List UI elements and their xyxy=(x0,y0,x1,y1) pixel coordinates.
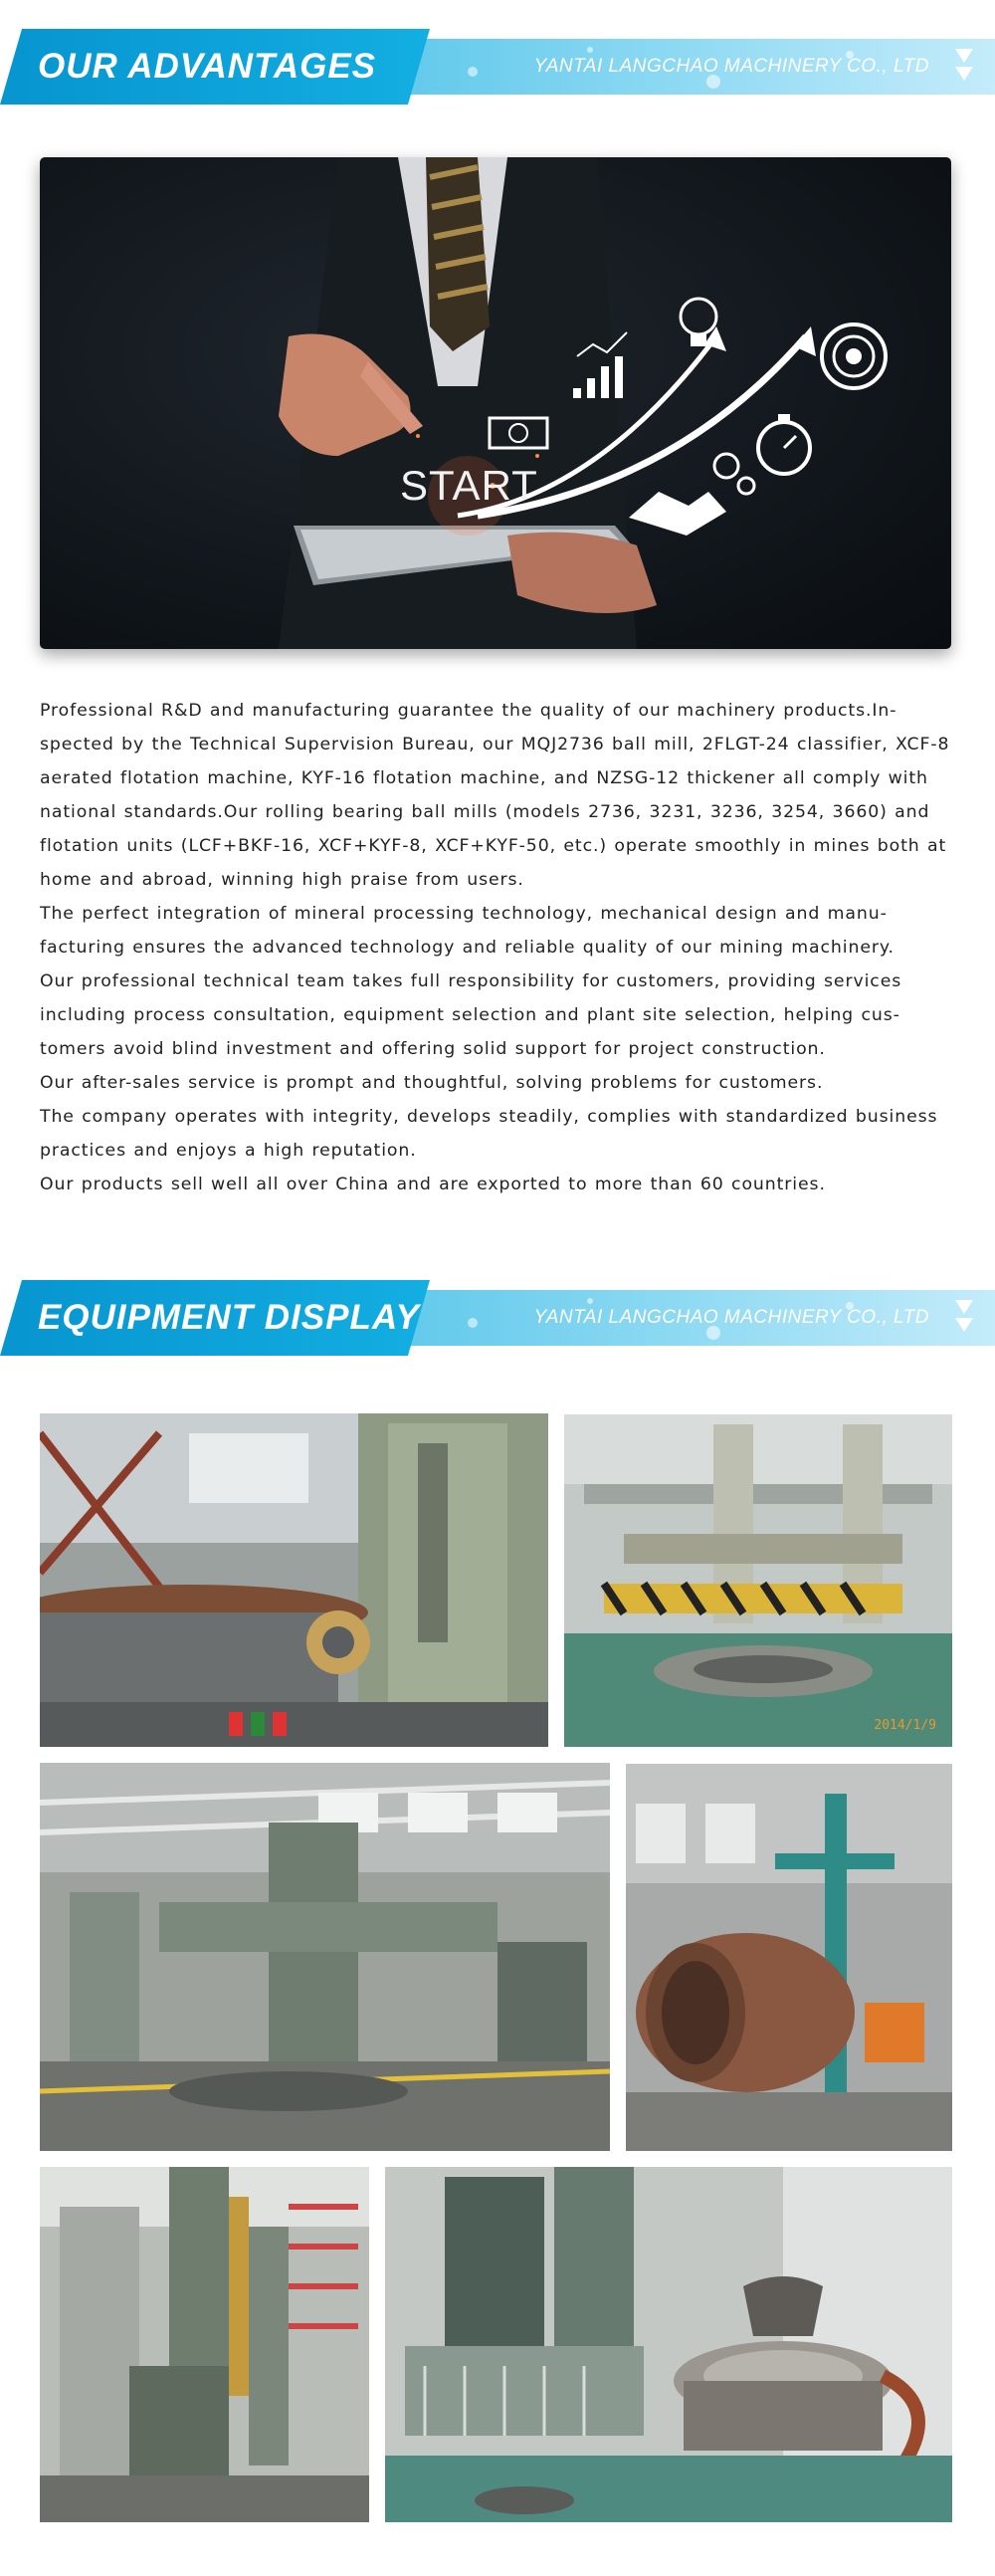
advantages-paragraph-6: Our products sell well all over China and are exported to more than 60 countries. xyxy=(40,1175,826,1194)
equipment-photo-rotary-drum xyxy=(626,1764,952,2151)
advantages-paragraph-3: Our professional technical team takes full responsibility for customers, providing services including process consultation, equipment selection and plant site selection, helping customers avoid blind investment and offering solid support for project construction. xyxy=(40,971,902,1059)
equipment-photo-gear-lathe xyxy=(40,1413,548,1747)
equipment-photo-machine-column xyxy=(40,2167,369,2522)
gears-icon xyxy=(714,454,754,494)
company-name: YANTAI LANGCHAO MACHINERY CO., LTD xyxy=(533,56,929,77)
equipment-photo-turned-part xyxy=(385,2167,952,2522)
business-growth-hero-image xyxy=(40,157,951,649)
double-chevron-down-icon xyxy=(953,1296,975,1338)
target-icon xyxy=(822,324,886,388)
advantages-paragraph-5: The company operates with integrity, develops steadily, complies with standardized business practices and enjoys a high reputation. xyxy=(40,1107,938,1161)
section-title: OUR ADVANTAGES xyxy=(38,47,377,86)
advantages-paragraph-1: Professional R&D and manufacturing guarantee the quality of our machinery products.Inspected by the Technical Supervision Bureau, our MQJ2736 ball mill, 2FLGT-24 classifier, XCF-8 aerated flotation machine, KYF-16 flotation machine, and NZSG-12 thickener all comply with national standards.Our rolling bearing ball mills (models 2736, 3231, 3236, 3254, 3660) and flotation units (LCF+BKF-16, XCF+KYF-8, XCF+KYF-50, etc.) operate smoothly in mines both at home and abroad, winning high praise from users. xyxy=(40,701,950,890)
double-chevron-down-icon xyxy=(953,45,975,87)
advantages-banner xyxy=(0,29,995,105)
company-name: YANTAI LANGCHAO MACHINERY CO., LTD xyxy=(533,1307,929,1328)
photo-timestamp: 2014/1/9 xyxy=(874,1718,936,1733)
section-title: EQUIPMENT DISPLAY xyxy=(38,1298,420,1337)
equipment-photo-vertical-lathe xyxy=(564,1414,952,1747)
stopwatch-icon xyxy=(758,414,810,474)
start-label: START xyxy=(400,462,538,509)
advantages-paragraph-4: Our after-sales service is prompt and thoughtful, solving problems for customers. xyxy=(40,1073,824,1093)
equipment-photo-workshop-floor xyxy=(40,1763,610,2151)
advantages-paragraph-2: The perfect integration of mineral processing technology, mechanical design and manufacturing ensures the advanced technology and reliable quality of our mining machinery. xyxy=(40,904,895,958)
equipment-banner xyxy=(0,1280,995,1356)
handshake-icon xyxy=(629,492,726,536)
